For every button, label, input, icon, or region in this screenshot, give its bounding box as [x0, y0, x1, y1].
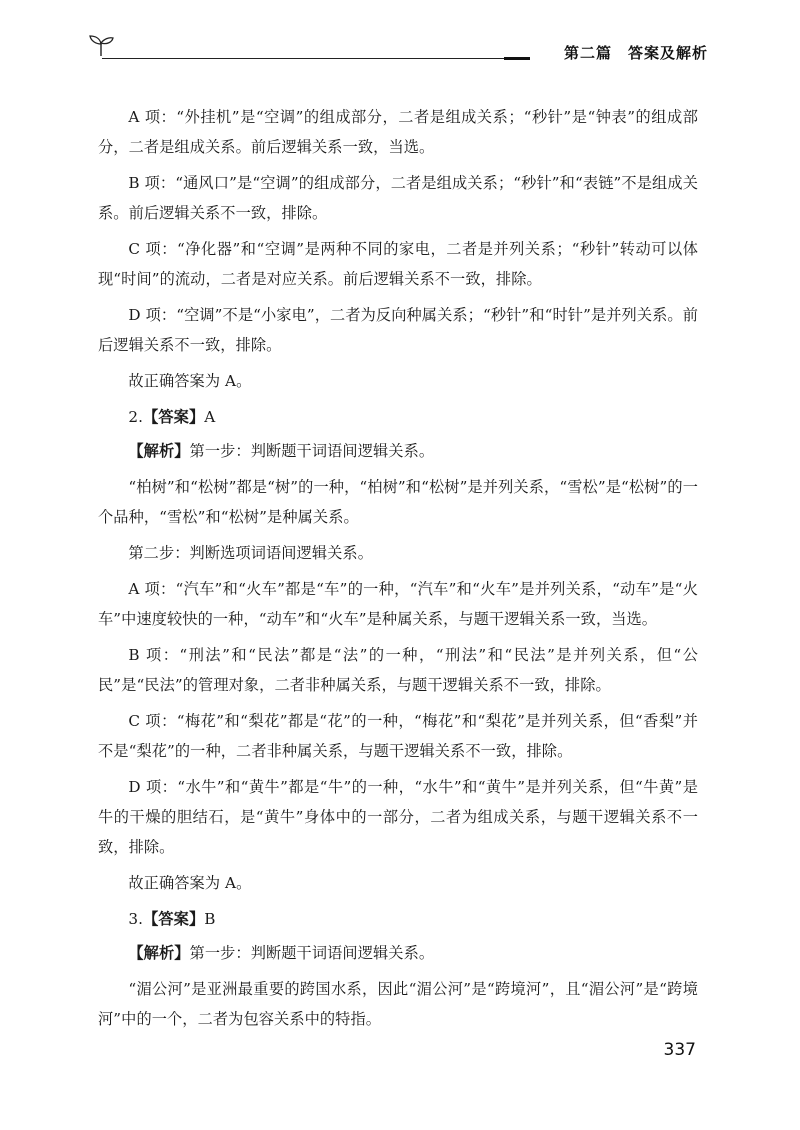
- page-header: [88, 28, 708, 68]
- paragraph: D 项：“空调”不是“小家电”，二者为反向种属关系；“秒针”和“时针”是并列关系。前后逻辑关系不一致，排除。: [98, 306, 698, 354]
- paragraph: B 项：“通风口”是“空调”的组成部分，二者是组成关系；“秒针”和“表链”不是组成关系。前后逻辑关系不一致，排除。: [98, 174, 698, 222]
- q3-step1: 第一步：判断题干词语间逻辑关系。: [189, 944, 435, 962]
- q2-answer-label: 【答案】: [143, 408, 205, 426]
- q2-analysis-label: 【解析】: [128, 442, 190, 460]
- paragraph: “湄公河”是亚洲最重要的跨国水系，因此“湄公河”是“跨境河”，且“湄公河”是“跨境河”中的一个，二者为包容关系中的特指。: [98, 980, 698, 1028]
- header-rule-accent: [504, 57, 530, 60]
- header-rule: [102, 58, 530, 59]
- header-title: 第二篇 答案及解析: [563, 44, 708, 62]
- q2-number: 2.: [128, 408, 144, 426]
- paragraph: “柏树”和“松树”都是“树”的一种，“柏树”和“松树”是并列关系，“雪松”是“松树”的一个品种，“雪松”和“松树”是种属关系。: [98, 478, 698, 526]
- paragraph: 第二步：判断选项词语间逻辑关系。: [128, 544, 373, 562]
- option-b: B 项：“刑法”和“民法”都是“法”的一种，“刑法”和“民法”是并列关系，但“公民”是“民法”的管理对象，二者非种属关系，与题干逻辑关系不一致，排除。: [98, 646, 698, 694]
- paragraph: A 项：“外挂机”是“空调”的组成部分，二者是组成关系；“秒针”是“钟表”的组成部分，二者是组成关系。前后逻辑关系一致，当选。: [98, 108, 698, 156]
- page-number: 337: [663, 1040, 696, 1060]
- q3-answer-value: B: [204, 910, 216, 928]
- sprout-icon: [88, 32, 114, 58]
- option-c: C 项：“梅花”和“梨花”都是“花”的一种，“梅花”和“梨花”是并列关系，但“香梨”并不是“梨花”的一种，二者非种属关系，与题干逻辑关系不一致，排除。: [98, 712, 698, 760]
- page-body: [98, 102, 698, 1040]
- q3-analysis-label: 【解析】: [128, 944, 190, 962]
- q3-answer-line: [98, 904, 698, 934]
- option-a: A 项：“汽车”和“火车”都是“车”的一种，“汽车”和“火车”是并列关系，“动车”是“火车”中速度较快的一种，“动车”和“火车”是种属关系，与题干逻辑关系一致，当选。: [98, 580, 698, 628]
- q3-answer-label: 【答案】: [143, 910, 205, 928]
- q3-analysis-line: [98, 938, 698, 968]
- q3-number: 3.: [128, 910, 144, 928]
- option-d: D 项：“水牛”和“黄牛”都是“牛”的一种，“水牛”和“黄牛”是并列关系，但“牛黄”是牛的干燥的胆结石，是“黄牛”身体中的一部分，二者为组成关系，与题干逻辑关系不一致，排除。: [98, 778, 698, 856]
- q2-step1: 第一步：判断题干词语间逻辑关系。: [189, 442, 435, 460]
- paragraph: 故正确答案为 A。: [128, 372, 252, 390]
- q2-answer-line: [98, 402, 698, 432]
- q2-analysis-line: [98, 436, 698, 466]
- q2-answer-value: A: [204, 408, 216, 426]
- paragraph: 故正确答案为 A。: [128, 874, 252, 892]
- paragraph: C 项：“净化器”和“空调”是两种不同的家电，二者是并列关系；“秒针”转动可以体现“时间”的流动，二者是对应关系。前后逻辑关系不一致，排除。: [98, 240, 698, 288]
